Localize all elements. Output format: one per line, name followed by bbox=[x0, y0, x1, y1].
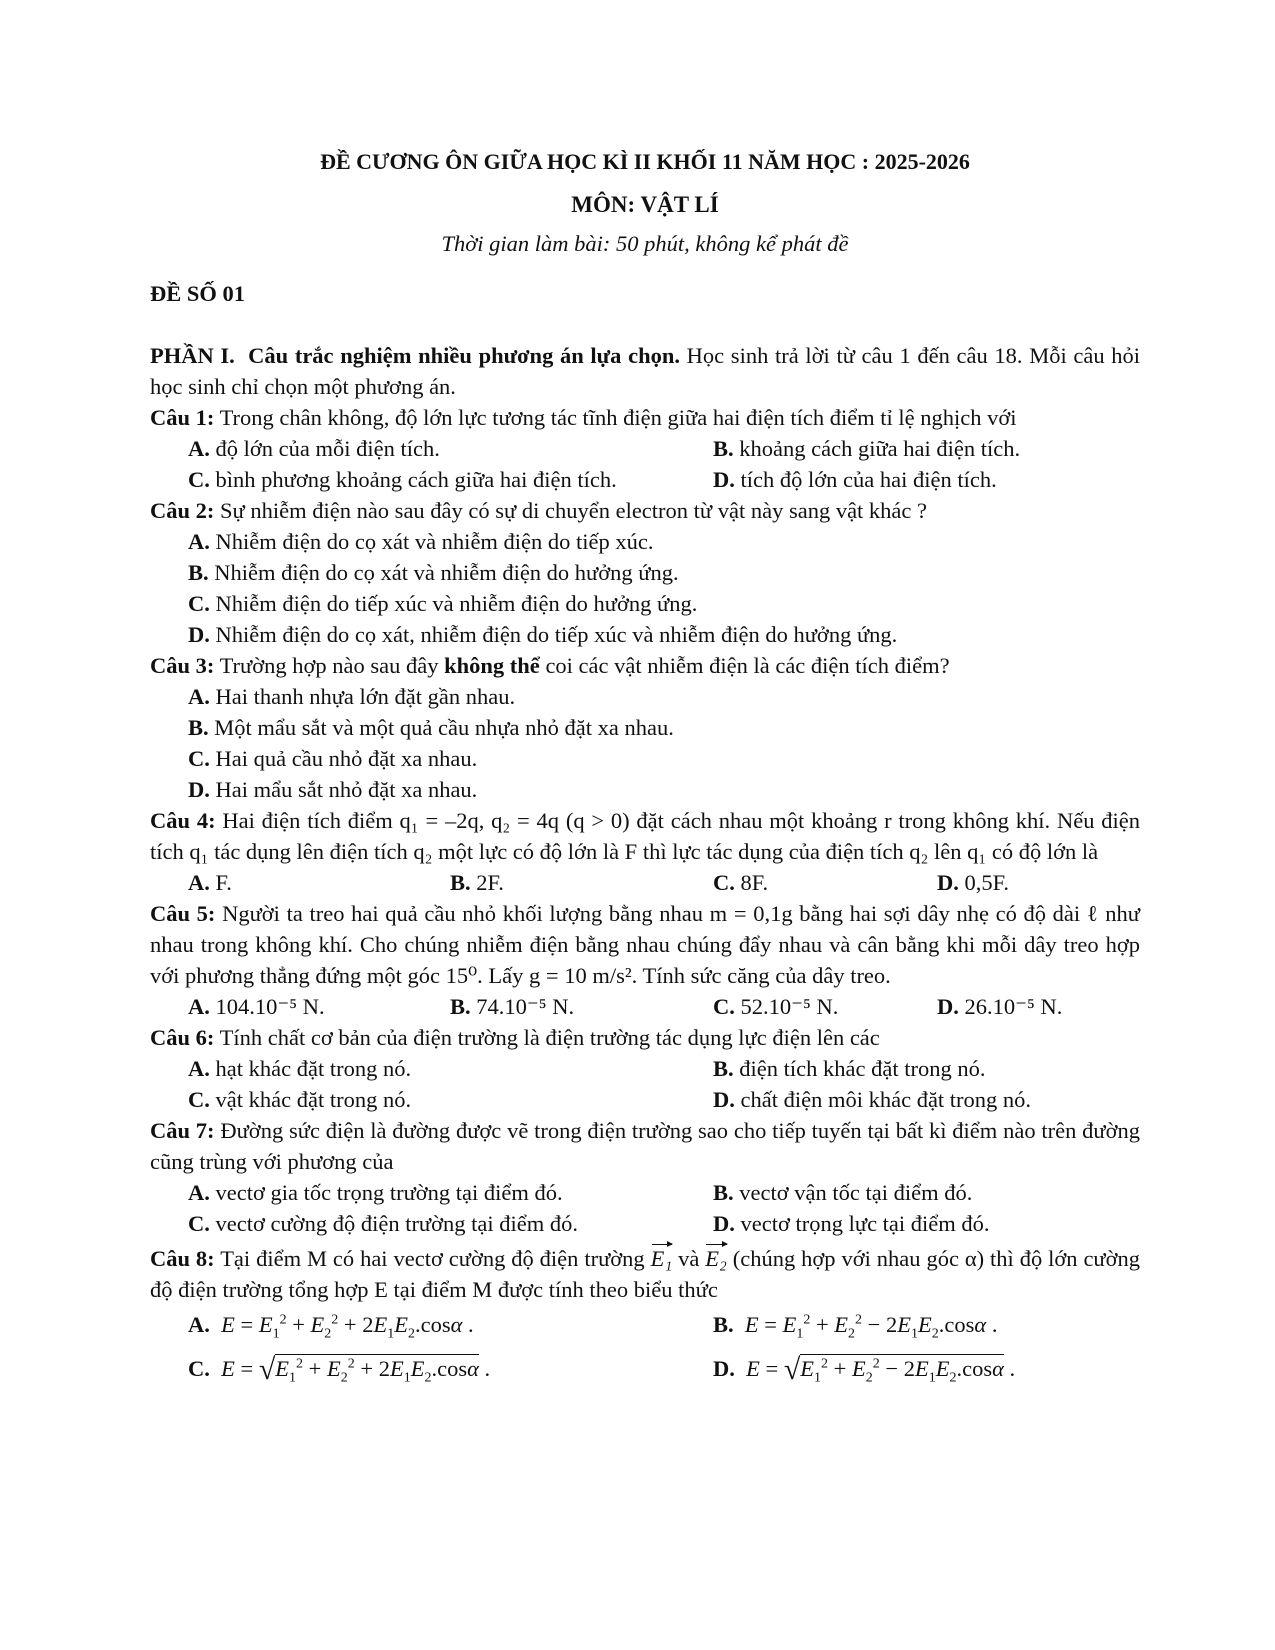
question-label: Câu 5: bbox=[150, 901, 216, 926]
option-b: B. 2F. bbox=[450, 870, 504, 895]
option-a: A. hạt khác đặt trong nó. bbox=[188, 1056, 412, 1081]
option-b: B. vectơ vận tốc tại điểm đó. bbox=[713, 1180, 973, 1205]
option-b: B. Nhiễm điện do cọ xát và nhiễm điện do hưởng ứng. bbox=[188, 560, 679, 585]
option-b: B. 74.10⁻⁵ N. bbox=[450, 994, 575, 1019]
question-label: Câu 6: bbox=[150, 1025, 215, 1050]
question-label: Câu 4: bbox=[150, 808, 216, 833]
option-a: A. 104.10⁻⁵ N. bbox=[188, 994, 325, 1019]
question-5 bbox=[150, 898, 1140, 1022]
option-c: C. Hai quả cầu nhỏ đặt xa nhau. bbox=[188, 746, 478, 771]
option-d: D. tích độ lớn của hai điện tích. bbox=[713, 467, 997, 492]
formula-b: E bbox=[744, 1312, 759, 1337]
option-b: B. $E = E_1^2 + E_2^2 - 2E_1E_2.\cos\alpha$ . bbox=[713, 1312, 998, 1342]
question-text: Người ta treo hai quả cầu nhỏ khối lượng bằng nhau m = 0,1g bằng hai sợi dây nhẹ có độ dài ℓ như nhau trong không khí. Cho chúng nhiễm điện bằng nhau chúng đẩy nhau và cân bằng khi mỗi dây treo hợp với phương thẳng đứng một góc 15⁰. Lấy g = 10 m/s². Tính sức căng của dây treo. bbox=[150, 901, 1140, 988]
part-description: Học sinh trả lời từ câu 1 đến câu 18. Mỗi câu hỏi học sinh chỉ chọn một phương án. bbox=[150, 343, 1141, 399]
question-4 bbox=[150, 805, 1140, 898]
emphasis-text: không thể bbox=[444, 653, 540, 678]
document-title: ĐỀ CƯƠNG ÔN GIỮA HỌC KÌ II KHỐI 11 NĂM HỌC : 2025-2026 bbox=[320, 149, 970, 174]
question-label: Câu 7: bbox=[150, 1118, 215, 1143]
option-a: A. Hai thanh nhựa lớn đặt gần nhau. bbox=[188, 684, 516, 709]
part-title: Câu trắc nghiệm nhiều phương án lựa chọn. bbox=[248, 343, 680, 368]
formula-d: E bbox=[746, 1356, 760, 1381]
question-text: Sự nhiễm điện nào sau đây có sự di chuyển electron từ vật này sang vật khác ? bbox=[220, 498, 928, 523]
option-c: C. bình phương khoảng cách giữa hai điện tích. bbox=[188, 467, 617, 492]
option-d: D. 0,5F. bbox=[937, 870, 1009, 895]
question-label: Câu 2: bbox=[150, 498, 215, 523]
vector-e1: E₁ bbox=[651, 1243, 673, 1274]
question-text: Trong chân không, độ lớn lực tương tác tĩnh điện giữa hai điện tích điểm tỉ lệ nghịch với bbox=[219, 405, 1017, 430]
question-1 bbox=[150, 402, 1140, 495]
time-note: Thời gian làm bài: 50 phút, không kể phát đề bbox=[441, 231, 849, 256]
option-c: C. 52.10⁻⁵ N. bbox=[713, 994, 839, 1019]
option-a: A. vectơ gia tốc trọng trường tại điểm đó. bbox=[188, 1180, 563, 1205]
exam-number: ĐỀ SỐ 01 bbox=[150, 281, 246, 306]
part-1-heading bbox=[150, 340, 1140, 402]
formula-c: E bbox=[221, 1356, 235, 1381]
option-c: C. 8F. bbox=[713, 870, 769, 895]
question-text: Hai điện tích điểm q₁ = –2q, q₂ = 4q (q > 0) đặt cách nhau một khoảng r trong không khí. Nếu điện tích q₁ tác dụng lên điện tích q₂ một lực có độ lớn là F thì lực tác dụng của điện tích q₂ lên q₁ có độ lớn là bbox=[150, 808, 1140, 864]
option-b: B. Một mẩu sắt và một quả cầu nhựa nhỏ đặt xa nhau. bbox=[188, 715, 674, 740]
question-text: Đường sức điện là đường được vẽ trong điện trường sao cho tiếp tuyến tại bất kì điểm nào trên đường cũng trùng với phương của bbox=[150, 1118, 1140, 1174]
option-d: D. 26.10⁻⁵ N. bbox=[937, 994, 1063, 1019]
question-2 bbox=[150, 495, 1140, 650]
question-label: Câu 1: bbox=[150, 405, 215, 430]
option-c: C. $E = √E_1^2 + E_2^2 + 2E_1E_2.\cos\alpha$ . bbox=[188, 1353, 491, 1386]
document-page bbox=[150, 140, 1140, 1388]
option-a: A. $E = E_1^2 + E_2^2 + 2E_1E_2.\cos\alpha$ . bbox=[188, 1312, 474, 1342]
question-3: Câu 3: Trường hợp nào sau đây không thể coi các vật nhiễm điện là các điện tích điểm? A. Hai thanh nhựa lớn đặt gần nhau. B. Một mẩu sắt và một quả cầu nhựa nhỏ đặt xa nhau. C. Hai quả cầu nhỏ đặt xa nhau. D. Hai mẩu sắt nhỏ đặt xa nhau. bbox=[150, 650, 1140, 805]
formula-a: E bbox=[221, 1312, 235, 1337]
question-8: Câu 8: Tại điểm M có hai vectơ cường độ điện trường E₁ và E₂ (chúng hợp với nhau góc α) thì độ lớn cường độ điện trường tổng hợp E tại điểm M được tính theo biểu thức A. $E = E_1^2 + E_2^2 + 2E_1E_2.\cos\alpha$ . B. $E = E_1^2 + E_2^2 - 2E_1E_2.\cos\alpha$ . C. $E = √E_1^2 + E_2^2 + 2E_1E_2.\cos\alpha$ . D. $E = √E_1^2 + E_2^2 - 2E_1E_2.\cos\alpha$ . bbox=[150, 1243, 1140, 1388]
option-a: A. độ lớn của mỗi điện tích. bbox=[188, 436, 440, 461]
option-a: A. Nhiễm điện do cọ xát và nhiễm điện do tiếp xúc. bbox=[188, 529, 654, 554]
option-c: C. Nhiễm điện do tiếp xúc và nhiễm điện do hưởng ứng. bbox=[188, 591, 698, 616]
option-d: D. vectơ trọng lực tại điểm đó. bbox=[713, 1211, 990, 1236]
option-c: C. vectơ cường độ điện trường tại điểm đó. bbox=[188, 1211, 579, 1236]
option-d: D. $E = √E_1^2 + E_2^2 - 2E_1E_2.\cos\alpha$ . bbox=[713, 1353, 1016, 1386]
question-6 bbox=[150, 1022, 1140, 1115]
subject-title: MÔN: VẬT LÍ bbox=[571, 192, 719, 217]
option-b: B. điện tích khác đặt trong nó. bbox=[713, 1056, 986, 1081]
option-d: D. Nhiễm điện do cọ xát, nhiễm điện do tiếp xúc và nhiễm điện do hưởng ứng. bbox=[188, 622, 898, 647]
option-c: C. vật khác đặt trong nó. bbox=[188, 1087, 412, 1112]
option-d: D. Hai mẩu sắt nhỏ đặt xa nhau. bbox=[188, 777, 478, 802]
question-label: Câu 8: bbox=[150, 1246, 215, 1271]
vector-e2: E₂ bbox=[705, 1243, 727, 1274]
option-a: A. F. bbox=[188, 870, 232, 895]
option-d: D. chất điện môi khác đặt trong nó. bbox=[713, 1087, 1032, 1112]
question-label: Câu 3: bbox=[150, 653, 215, 678]
part-label: PHẦN I. bbox=[150, 343, 235, 368]
question-7 bbox=[150, 1115, 1140, 1239]
question-text: Tính chất cơ bản của điện trường là điện trường tác dụng lực điện lên các bbox=[219, 1025, 880, 1050]
option-b: B. khoảng cách giữa hai điện tích. bbox=[713, 436, 1021, 461]
